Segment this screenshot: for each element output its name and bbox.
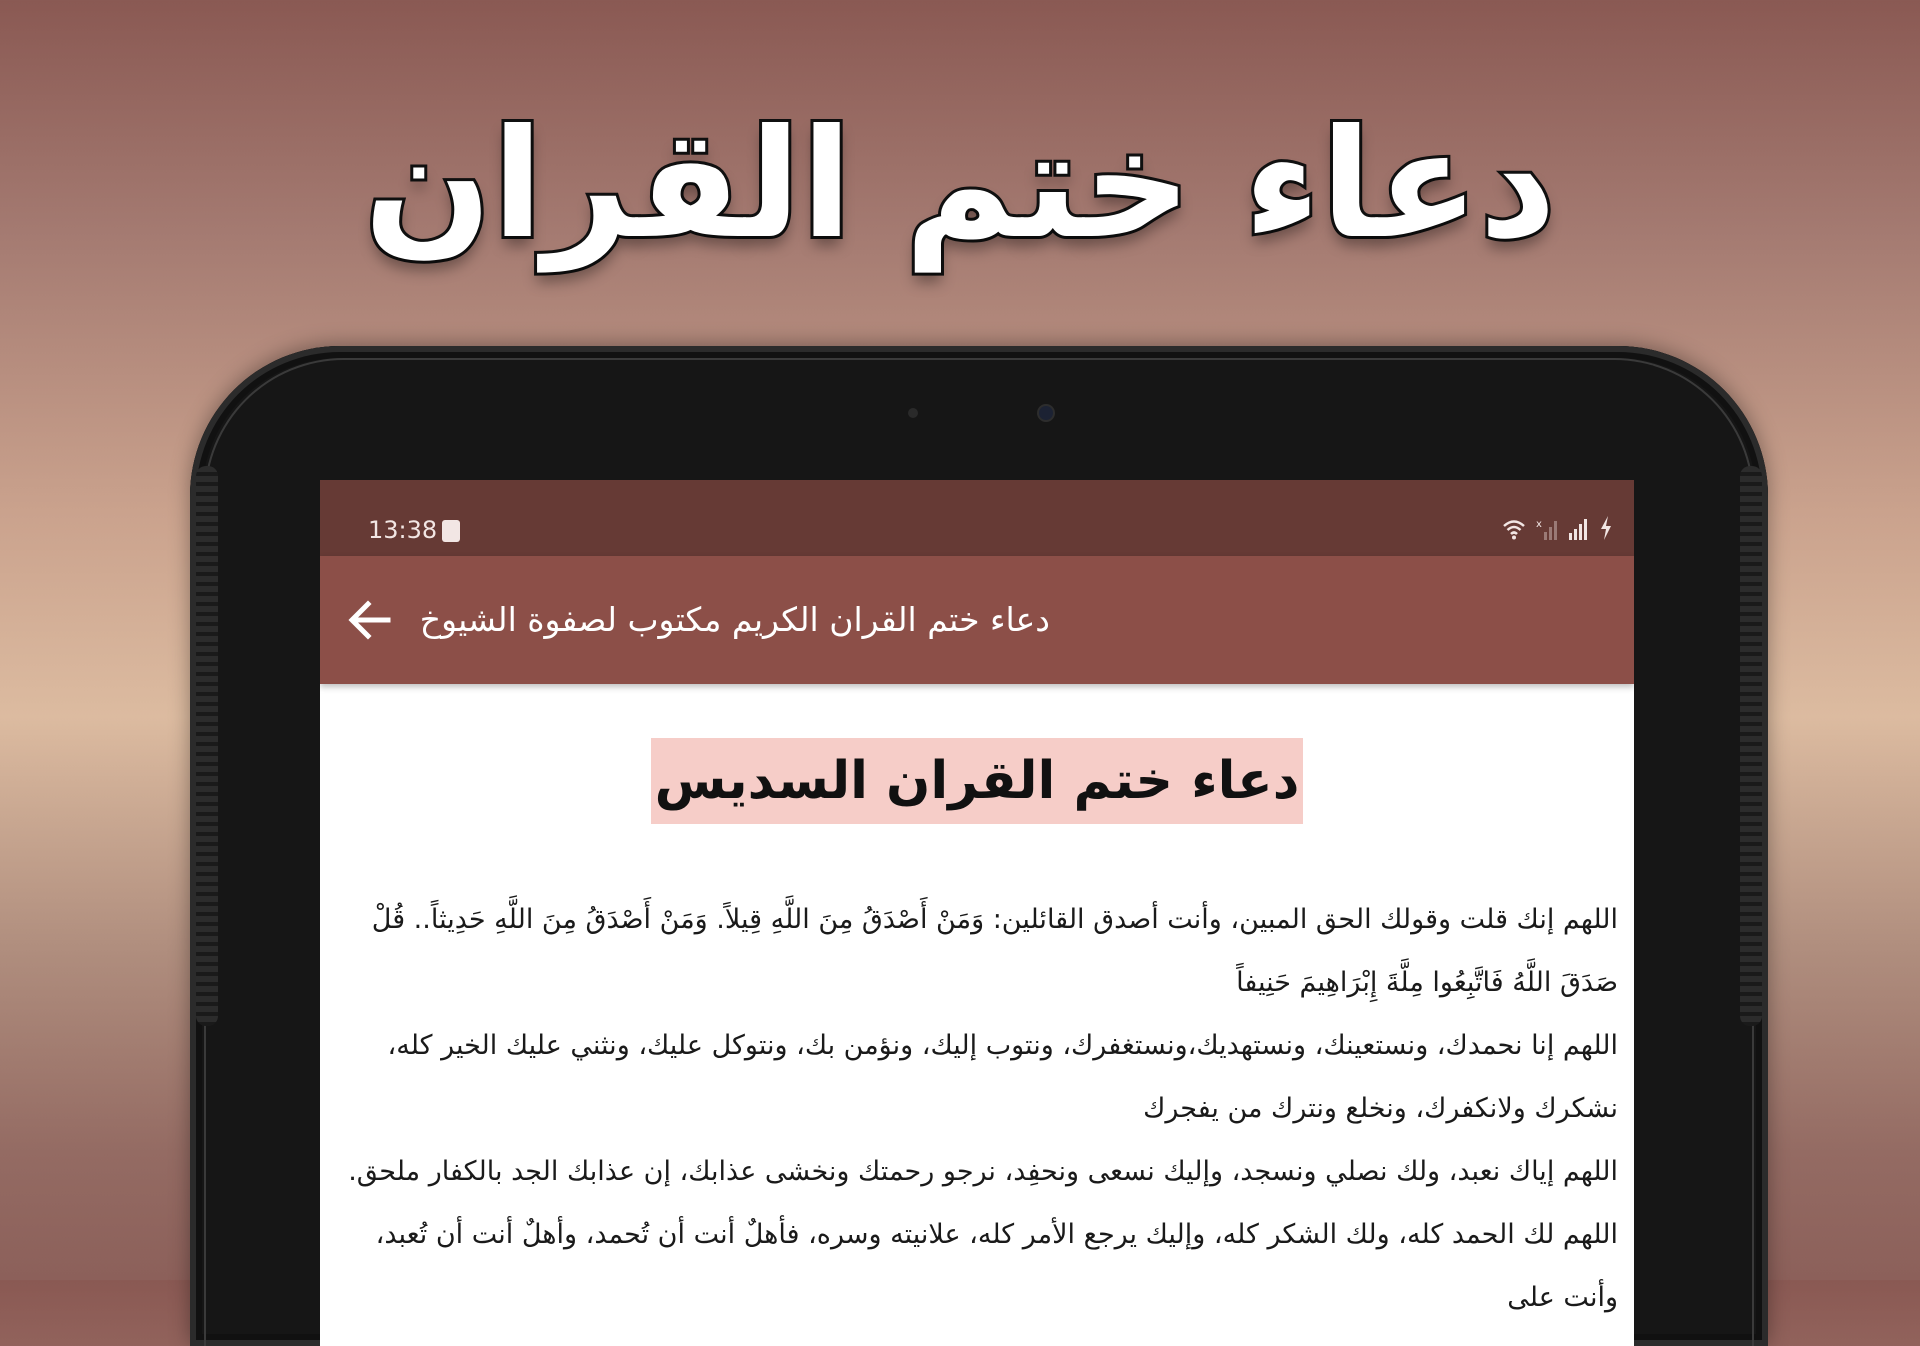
article-content <box>320 684 1634 1329</box>
front-camera <box>1039 406 1053 420</box>
heading-wrap <box>336 738 1618 824</box>
status-bar <box>320 480 1634 556</box>
arrow-back-icon <box>342 592 398 648</box>
svg-text:x: x <box>1536 519 1542 530</box>
signal-icon <box>1568 518 1590 540</box>
app-bar-title: دعاء ختم القران الكريم مكتوب لصفوة الشيوخ <box>419 600 1050 639</box>
status-time: 13:38 <box>368 516 438 544</box>
left-speaker-grille <box>196 466 218 1026</box>
wifi-icon <box>1502 518 1526 540</box>
article-paragraph: اللهم لك الحمد كله، ولك الشكر كله، وإليك يرجع الأمر كله، علانيته وسره، فأهلٌ أنت أن تُحمد، وأهلٌ أنت أن تُعبد، وأنت على <box>375 1219 1618 1313</box>
right-speaker-grille <box>1740 466 1762 1026</box>
article-paragraph: اللهم إنا نحمدك، ونستعينك، ونستهديك،ونستغفرك، ونتوب إليك، ونؤمن بك، ونتوكل عليك، ونثني عليك الخير كله، نشكرك ولانكفرك، ونخلع ونترك من يفجرك <box>387 1030 1618 1124</box>
light-sensor <box>908 408 918 418</box>
notification-icon <box>442 520 460 542</box>
back-button[interactable] <box>342 592 398 648</box>
article-paragraph: اللهم إياك نعبد، ولك نصلي ونسجد، وإليك نسعى ونحفِد، نرجو رحمتك ونخشى عذابك، إن عذابك الجد بالكفار ملحق. <box>348 1156 1618 1187</box>
device-screen <box>320 480 1634 1346</box>
article-heading: دعاء ختم القران السديس <box>651 738 1304 824</box>
tablet-frame <box>190 346 1768 1346</box>
article-body <box>336 888 1618 1329</box>
app-bar <box>320 556 1634 684</box>
status-icons <box>1502 516 1612 540</box>
battery-charging-icon <box>1600 516 1612 540</box>
no-sim-icon <box>1536 518 1558 540</box>
promo-headline: دعاء ختم القران <box>363 98 1557 272</box>
article-paragraph: اللهم إنك قلت وقولك الحق المبين، وأنت أصدق القائلين: وَمَنْ أَصْدَقُ مِنَ اللَّهِ قِيلاً. وَمَنْ أَصْدَقُ مِنَ اللَّهِ حَدِيثاً.. قُلْ صَدَقَ اللَّهُ فَاتَّبِعُوا مِلَّةَ إِبْرَاهِيمَ حَنِيفاً <box>371 904 1618 998</box>
